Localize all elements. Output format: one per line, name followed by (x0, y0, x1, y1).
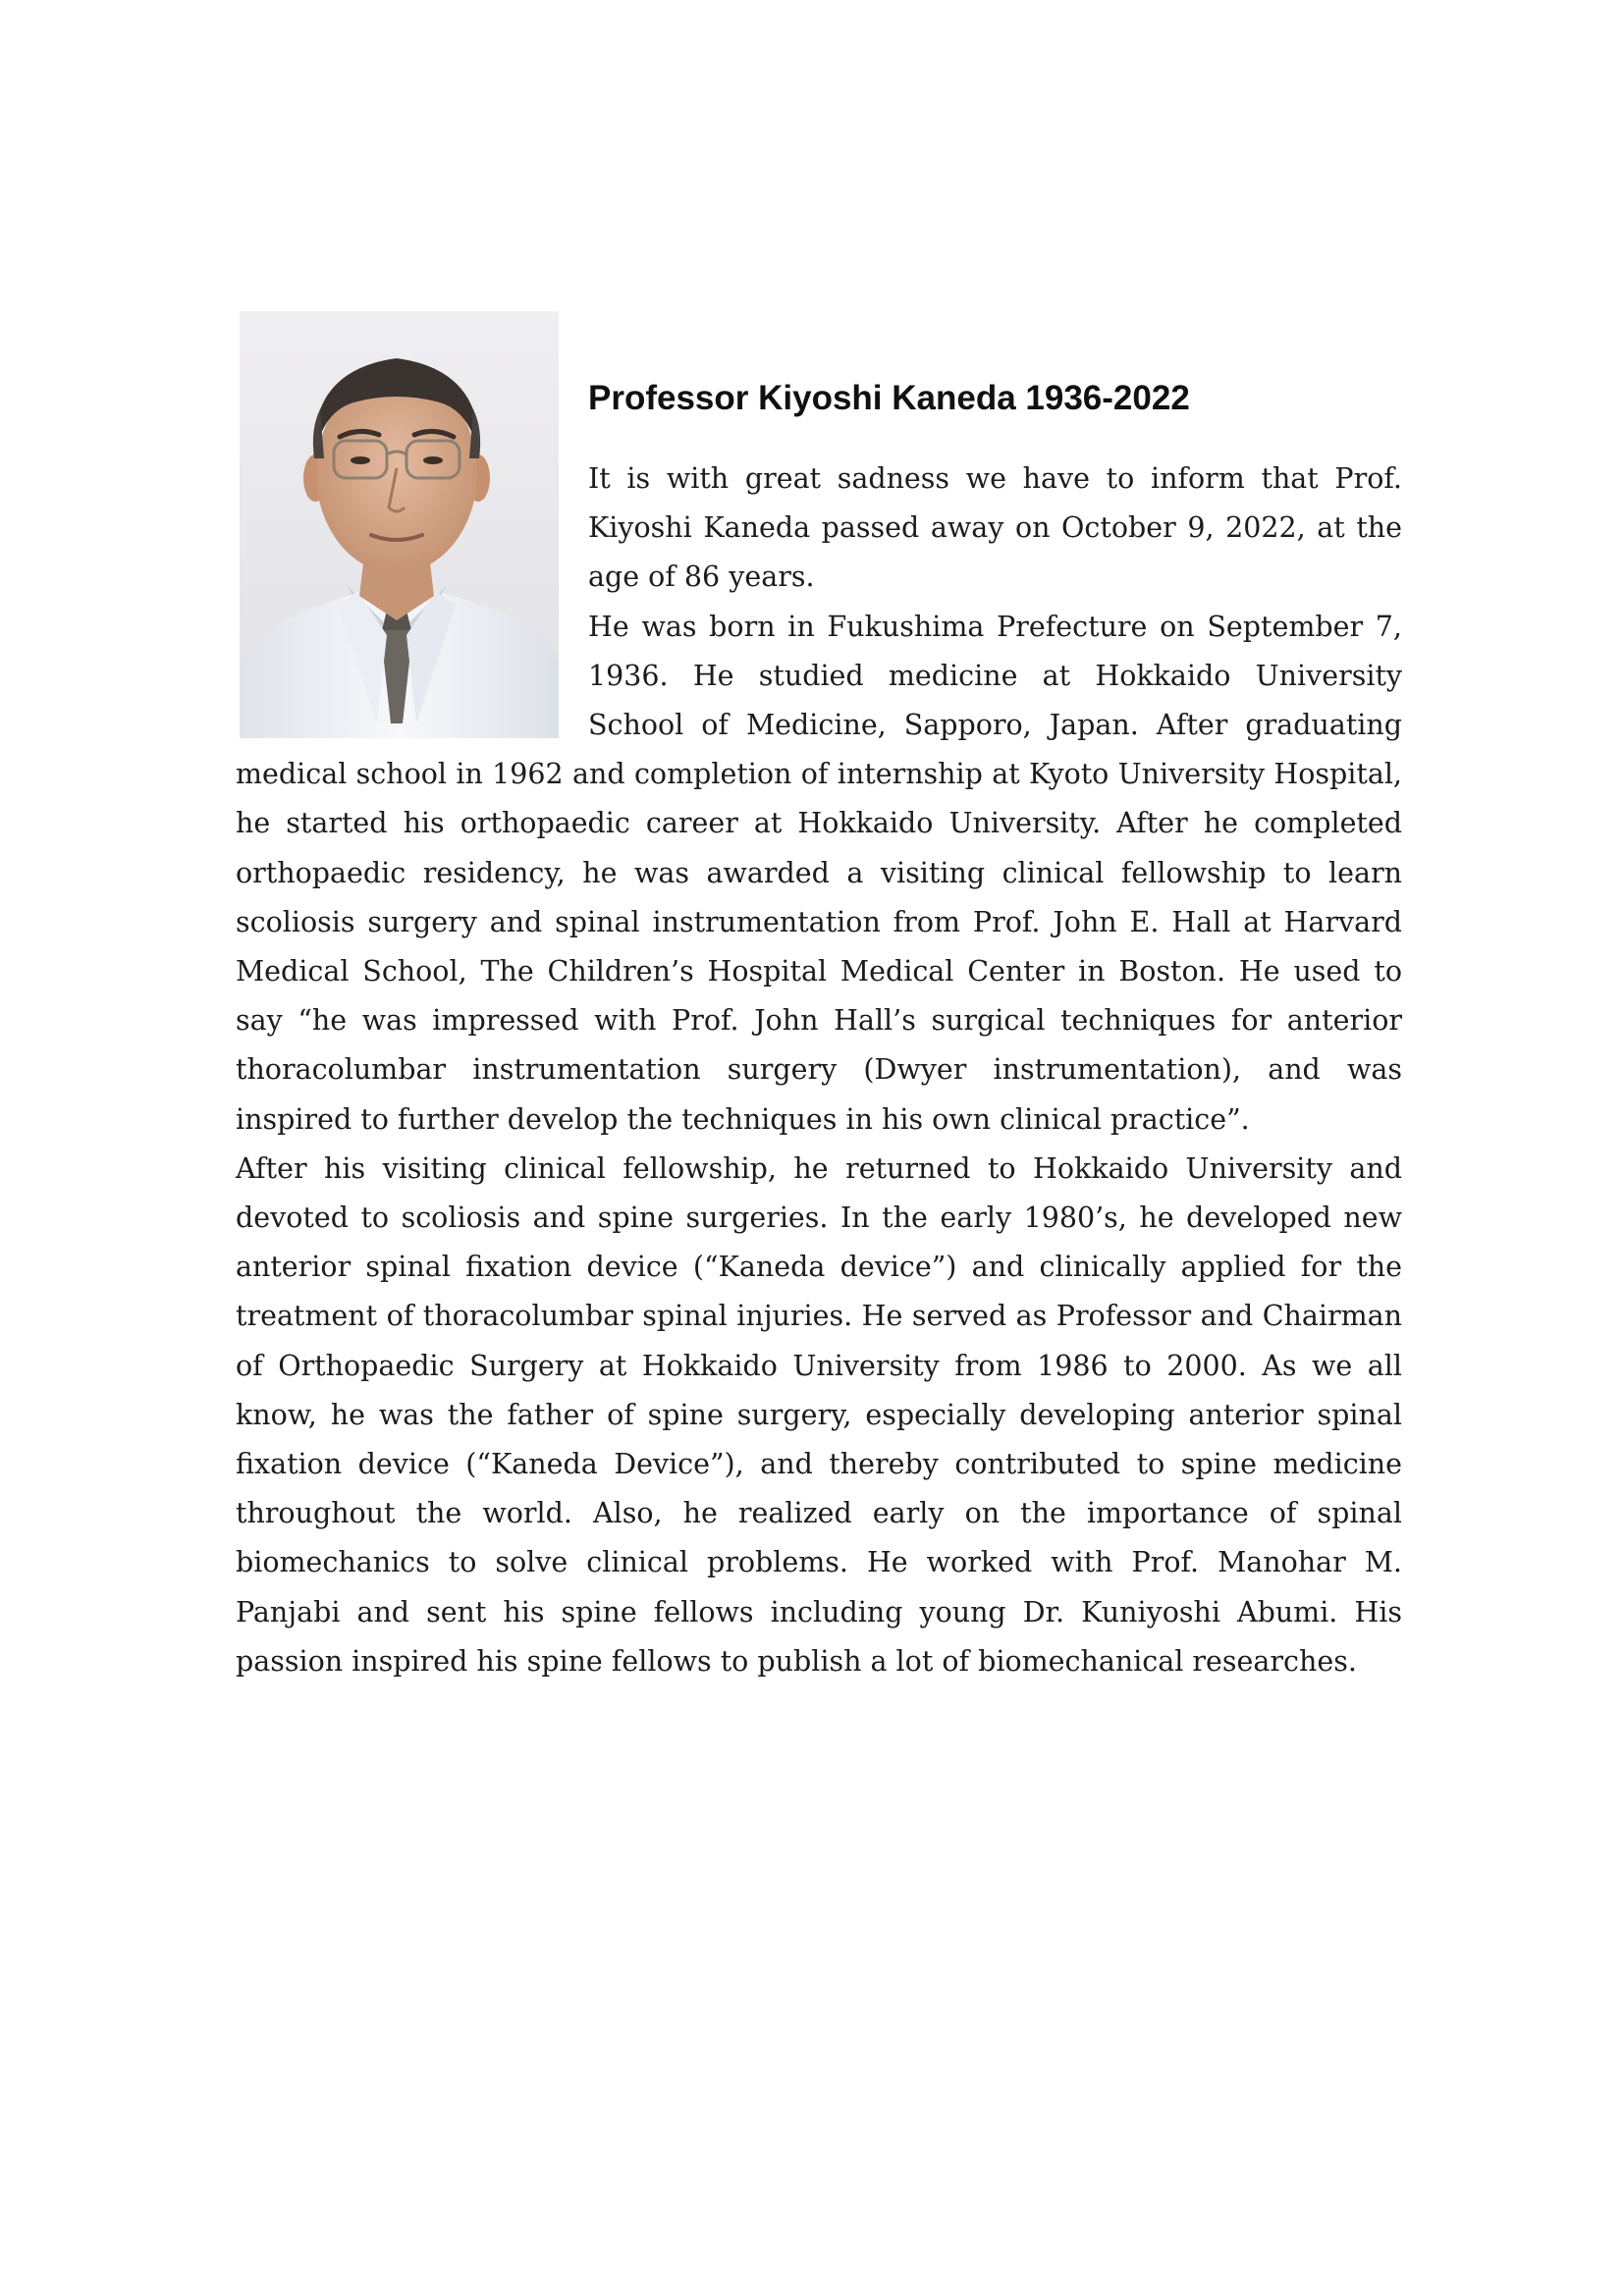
paragraph-career: He was born in Fukushima Prefecture on September 7, 1936. He studied medicine at Hokkaido University School of Medicine, Sapporo, Japan. After graduating medical school in 1962 and completion of internship at Kyoto University Hospital, he started his orthopaedic career at Hokkaido University. After he completed orthopaedic residency, he was awarded a visiting clinical fellowship to learn scoliosis surgery and spinal instrumentation from Prof. John E. Hall at Harvard Medical School, The Children’s Hospital Medical Center in Boston. He used to say “he was impressed with Prof. John Hall’s surgical techniques for anterior thoracolumbar instrumentation surgery (Dwyer instrumentation), and was inspired to further develop the techniques in his own clinical practice”. (236, 610, 1402, 1136)
obituary-page (236, 311, 1402, 1686)
portrait-photo (240, 311, 559, 738)
paragraph-intro: It is with great sadness we have to inform that Prof. Kiyoshi Kaneda passed away on October 9, 2022, at the age of 86 years. (588, 462, 1402, 594)
paragraph-legacy: After his visiting clinical fellowship, he returned to Hokkaido University and devoted to scoliosis and spine surgeries. In the early 1980’s, he developed new anterior spinal fixation device (“Kaneda device”) and clinically applied for the treatment of thoracolumbar spinal injuries. He served as Professor and Chairman of Orthopaedic Surgery at Hokkaido University from 1986 to 2000. As we all know, he was the father of spine surgery, especially developing anterior spinal fixation device (“Kaneda Device”), and thereby contributed to spine medicine throughout the world. Also, he realized early on the importance of spinal biomechanics to solve clinical problems. He worked with Prof. Manohar M. Panjabi and sent his spine fellows including young Dr. Kuniyoshi Abumi. His passion inspired his spine fellows to publish a lot of biomechanical researches. (236, 1151, 1402, 1678)
obituary-title: Professor Kiyoshi Kaneda 1936-2022 (588, 379, 1190, 417)
